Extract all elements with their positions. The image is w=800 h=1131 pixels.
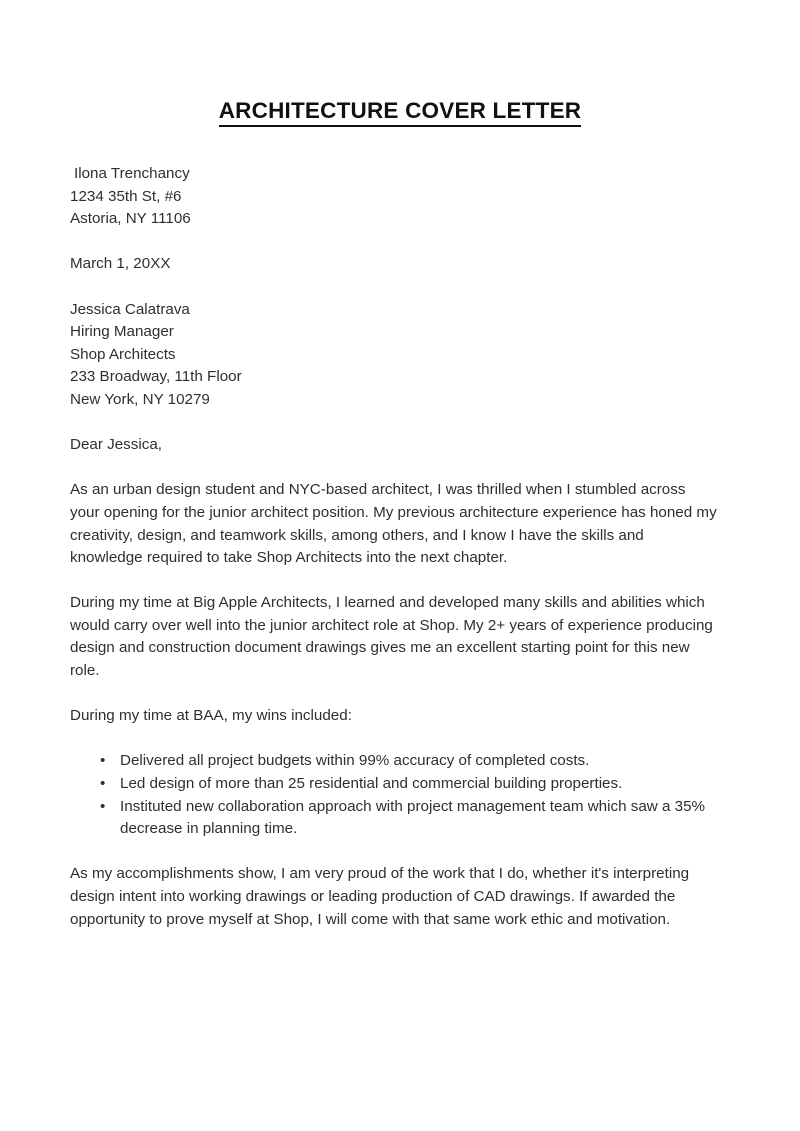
body-paragraph-2: During my time at Big Apple Architects, I learned and developed many skills and abilities which would carry over well into the junior architect role at Shop. My 2+ years of experience producing design and construction document drawings gives me an excellent starting point for this new role. [70, 594, 713, 680]
list-item-text: Instituted new collaboration approach with project management team which saw a 35% decrease in planning time. [120, 797, 706, 838]
body-paragraph-4: As my accomplishments show, I am very proud of the work that I do, whether it's interpreting design intent into working drawings or leading production of CAD drawings. If awarded the opportunity to prove myself at Shop, I will come with that same work ethic and motivation. [70, 865, 690, 928]
recipient-street: 233 Broadway, 11th Floor [70, 368, 242, 386]
sender-city-state-zip: Astoria, NY 11106 [70, 210, 191, 228]
page-title [0, 98, 800, 124]
bullet-icon: • [100, 797, 106, 815]
page-title-text: ARCHITECTURE COVER LETTER [219, 98, 582, 127]
sender-name: Ilona Trenchancy [74, 165, 190, 182]
recipient-city-state-zip: New York, NY 10279 [70, 390, 210, 408]
salutation: Dear Jessica, [70, 436, 163, 454]
list-item [70, 796, 718, 841]
sender-address-block [70, 163, 718, 231]
body-paragraph-1: As an urban design student and NYC-based architect, I was thrilled when I stumbled across your opening for the junior architect position. My previous architecture experience has honed my creativity, design, and teamwork skills, among others, and I know I have the skills and knowledge required to take Shop Architects into the next chapter. [70, 481, 717, 567]
recipient-name: Jessica Calatrava [70, 300, 190, 318]
bullet-icon: • [100, 775, 106, 793]
recipient-title: Hiring Manager [70, 323, 174, 341]
letter-date-block [70, 253, 718, 276]
list-item [70, 750, 718, 773]
list-item-text: Delivered all project budgets within 99% accuracy of completed costs. [120, 752, 590, 770]
recipient-address-block [70, 299, 718, 412]
achievements-lead-in: During my time at BAA, my wins included: [70, 707, 352, 725]
list-item [70, 773, 718, 796]
achievements-list [70, 750, 718, 840]
letter-body [70, 163, 718, 954]
salutation-block [70, 434, 718, 457]
recipient-company: Shop Architects [70, 345, 176, 363]
letter-date: March 1, 20XX [70, 255, 171, 273]
list-item-text: Led design of more than 25 residential and commercial building properties. [120, 775, 623, 793]
bullet-icon: • [100, 752, 106, 770]
sender-street: 1234 35th St, #6 [70, 187, 182, 205]
